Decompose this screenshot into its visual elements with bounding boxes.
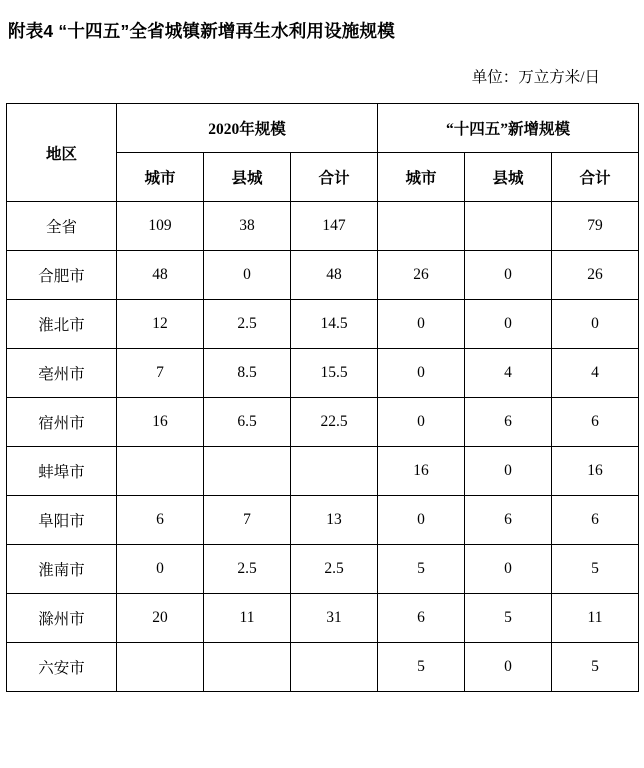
cell-new-city: 0 bbox=[378, 300, 465, 349]
cell-new-city: 26 bbox=[378, 251, 465, 300]
cell-new-total: 5 bbox=[552, 545, 639, 594]
row-region-label: 合肥市 bbox=[7, 251, 117, 300]
cell-2020-county bbox=[204, 643, 291, 692]
cell-new-county: 0 bbox=[465, 300, 552, 349]
row-region-label: 阜阳市 bbox=[7, 496, 117, 545]
cell-new-city: 0 bbox=[378, 349, 465, 398]
cell-2020-county: 0 bbox=[204, 251, 291, 300]
row-region-label: 蚌埠市 bbox=[7, 447, 117, 496]
cell-2020-city: 12 bbox=[117, 300, 204, 349]
unit-note: 单位：万立方米/日 bbox=[471, 69, 600, 86]
table-row bbox=[7, 398, 639, 447]
cell-2020-county: 38 bbox=[204, 202, 291, 251]
cell-2020-county: 8.5 bbox=[204, 349, 291, 398]
table-row bbox=[7, 447, 639, 496]
cell-new-county: 6 bbox=[465, 496, 552, 545]
cell-2020-total: 22.5 bbox=[291, 398, 378, 447]
row-region-label: 淮南市 bbox=[7, 545, 117, 594]
cell-2020-city bbox=[117, 643, 204, 692]
cell-2020-city: 16 bbox=[117, 398, 204, 447]
page-title: 附表4 “十四五”全省城镇新增再生水利用设施规模 bbox=[8, 21, 395, 41]
cell-2020-county: 11 bbox=[204, 594, 291, 643]
cell-2020-county bbox=[204, 447, 291, 496]
row-region-label: 六安市 bbox=[7, 643, 117, 692]
cell-2020-county: 2.5 bbox=[204, 300, 291, 349]
column-group-header-2020: 2020年规模 bbox=[117, 104, 378, 153]
cell-2020-city: 20 bbox=[117, 594, 204, 643]
cell-new-city: 16 bbox=[378, 447, 465, 496]
cell-2020-total: 15.5 bbox=[291, 349, 378, 398]
cell-new-city: 5 bbox=[378, 545, 465, 594]
cell-2020-total: 14.5 bbox=[291, 300, 378, 349]
column-header-new-total: 合计 bbox=[552, 153, 639, 202]
column-group-header-14th-five-year: “十四五”新增规模 bbox=[378, 104, 639, 153]
header-row-groups bbox=[7, 104, 639, 153]
cell-new-county: 6 bbox=[465, 398, 552, 447]
row-region-label: 宿州市 bbox=[7, 398, 117, 447]
cell-2020-city: 0 bbox=[117, 545, 204, 594]
cell-2020-city: 6 bbox=[117, 496, 204, 545]
row-region-label: 亳州市 bbox=[7, 349, 117, 398]
cell-new-county: 0 bbox=[465, 643, 552, 692]
cell-new-city bbox=[378, 202, 465, 251]
cell-2020-city bbox=[117, 447, 204, 496]
cell-new-city: 5 bbox=[378, 643, 465, 692]
table-row bbox=[7, 496, 639, 545]
cell-new-city: 0 bbox=[378, 496, 465, 545]
table-header bbox=[7, 104, 639, 202]
column-header-2020-county: 县城 bbox=[204, 153, 291, 202]
column-header-new-county: 县城 bbox=[465, 153, 552, 202]
table-row bbox=[7, 594, 639, 643]
cell-2020-total: 31 bbox=[291, 594, 378, 643]
cell-new-city: 6 bbox=[378, 594, 465, 643]
cell-new-county: 0 bbox=[465, 545, 552, 594]
column-header-new-city: 城市 bbox=[378, 153, 465, 202]
cell-2020-county: 2.5 bbox=[204, 545, 291, 594]
column-header-2020-city: 城市 bbox=[117, 153, 204, 202]
cell-new-county: 0 bbox=[465, 251, 552, 300]
cell-new-total: 26 bbox=[552, 251, 639, 300]
table-row bbox=[7, 251, 639, 300]
cell-new-total: 79 bbox=[552, 202, 639, 251]
row-region-label: 滁州市 bbox=[7, 594, 117, 643]
cell-2020-county: 6.5 bbox=[204, 398, 291, 447]
cell-new-total: 6 bbox=[552, 398, 639, 447]
cell-2020-total: 13 bbox=[291, 496, 378, 545]
cell-2020-total bbox=[291, 643, 378, 692]
table-row bbox=[7, 202, 639, 251]
row-region-label: 全省 bbox=[7, 202, 117, 251]
cell-2020-county: 7 bbox=[204, 496, 291, 545]
cell-2020-total: 48 bbox=[291, 251, 378, 300]
cell-2020-city: 48 bbox=[117, 251, 204, 300]
table-row bbox=[7, 300, 639, 349]
cell-new-total: 4 bbox=[552, 349, 639, 398]
cell-2020-total bbox=[291, 447, 378, 496]
cell-2020-total: 147 bbox=[291, 202, 378, 251]
reclaimed-water-table bbox=[6, 103, 639, 692]
cell-new-city: 0 bbox=[378, 398, 465, 447]
cell-new-total: 0 bbox=[552, 300, 639, 349]
column-header-region: 地区 bbox=[7, 104, 117, 202]
column-header-2020-total: 合计 bbox=[291, 153, 378, 202]
table-row bbox=[7, 643, 639, 692]
table-row bbox=[7, 545, 639, 594]
cell-new-total: 16 bbox=[552, 447, 639, 496]
cell-2020-total: 2.5 bbox=[291, 545, 378, 594]
cell-2020-city: 7 bbox=[117, 349, 204, 398]
cell-new-county: 5 bbox=[465, 594, 552, 643]
table-body bbox=[7, 202, 639, 692]
cell-new-county: 4 bbox=[465, 349, 552, 398]
cell-new-total: 6 bbox=[552, 496, 639, 545]
cell-2020-city: 109 bbox=[117, 202, 204, 251]
cell-new-total: 5 bbox=[552, 643, 639, 692]
row-region-label: 淮北市 bbox=[7, 300, 117, 349]
cell-new-county: 0 bbox=[465, 447, 552, 496]
table-container bbox=[0, 87, 644, 692]
table-row bbox=[7, 349, 639, 398]
cell-new-county bbox=[465, 202, 552, 251]
cell-new-total: 11 bbox=[552, 594, 639, 643]
